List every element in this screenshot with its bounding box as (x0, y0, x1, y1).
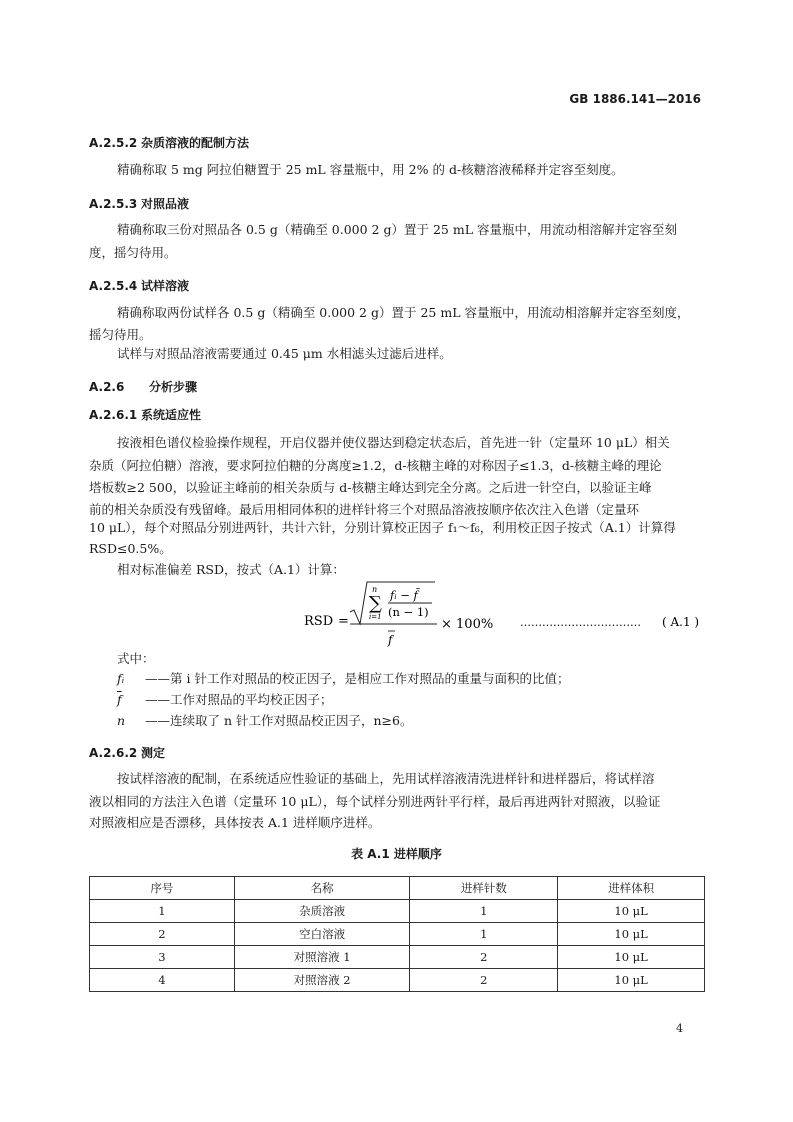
section-heading-a26 (89, 378, 197, 395)
paragraph-a262-line: 对照液相应是否漂移，具体按表 A.1 进样顺序进样。 (89, 815, 381, 830)
section-title: 试样溶液 (141, 279, 190, 293)
table-cell: 10 μL (558, 900, 705, 923)
paragraph-a262-line: 按试样溶液的配制，在系统适应性验证的基础上，先用试样溶液清洗进样针和进样器后，将试样溶 (117, 771, 655, 786)
formula-a1 (300, 578, 720, 658)
paragraph-a254-line1: 精确称取两份试样各 0.5 g（精确至 0.000 2 g）置于 25 mL 容量瓶中，用流动相溶解并定容至刻度， (117, 305, 690, 320)
section-number: A.2.6 (89, 380, 125, 394)
section-number: A.2.6.1 (89, 408, 138, 422)
section-heading-a261 (89, 406, 201, 423)
section-number: A.2.5.2 (89, 136, 138, 150)
table-header-row (90, 877, 705, 900)
legend-description: ——连续取了 n 针工作对照品校正因子，n≥6。 (145, 713, 413, 728)
table-cell: 1 (410, 900, 558, 923)
section-number: A.2.5.4 (89, 279, 138, 293)
table-row (90, 923, 705, 946)
legend-symbol: fᵢ (117, 671, 125, 686)
formula-lhs: RSD (304, 614, 334, 629)
column-header: 进样体积 (558, 877, 705, 900)
times-100: × 100% (441, 617, 494, 632)
sequence-table (89, 876, 705, 992)
table-row (90, 900, 705, 923)
mean-symbol: f (388, 633, 393, 647)
section-heading-a253 (89, 195, 189, 212)
paragraph-a261-line: RSD≤0.5%。 (89, 541, 172, 556)
sum-upper: n (372, 585, 378, 594)
legend-intro: 式中： (117, 651, 155, 666)
leader-dots: …………………………… (520, 616, 641, 629)
section-heading-a254 (89, 277, 189, 294)
sum-symbol: ∑ (369, 593, 382, 614)
sum-lower: i=1 (369, 613, 382, 621)
section-title: 分析步骤 (149, 380, 198, 394)
table-row (90, 969, 705, 992)
legend-item (117, 689, 333, 712)
rsd-intro: 相对标准偏差 RSD，按式（A.1）计算： (117, 562, 345, 577)
legend-description: ——第 i 针工作对照品的校正因子，是相应工作对照品的重量与面积的比值； (145, 671, 570, 686)
document-code: GB 1886.141—2016 (569, 92, 701, 106)
table-cell: 空白溶液 (234, 923, 410, 946)
page-number: 4 (676, 1022, 683, 1035)
paragraph-a253-line2: 度，摇匀待用。 (89, 245, 177, 260)
table-cell: 1 (90, 900, 235, 923)
paragraph-a262-line: 液以相同的方法注入色谱（定量环 10 μL），每个试样分别进两针平行样，最后再进两针对照液，以验证 (89, 794, 661, 809)
column-header: 序号 (90, 877, 235, 900)
equals-sign: = (338, 614, 349, 629)
table-cell: 1 (410, 923, 558, 946)
table-cell: 2 (90, 923, 235, 946)
section-title: 杂质溶液的配制方法 (141, 136, 250, 150)
table-cell: 4 (90, 969, 235, 992)
equation-label: ( A.1 ) (662, 615, 700, 629)
table-row (90, 946, 705, 969)
column-header: 进样针数 (410, 877, 558, 900)
paragraph-a252: 精确称取 5 mg 阿拉伯糖置于 25 mL 容量瓶中，用 2% 的 d-核糖溶液稀释并定容至刻度。 (117, 162, 624, 177)
section-title: 系统适应性 (141, 408, 202, 422)
section-heading-a252 (89, 134, 249, 151)
legend-item (117, 710, 412, 733)
section-number: A.2.5.3 (89, 197, 138, 211)
section-title: 对照品液 (141, 197, 190, 211)
table-cell: 3 (90, 946, 235, 969)
paragraph-a261-line: 10 μL），每个对照品分别进两针，共计六针，分别计算校正因子 f₁～f₆，利用校正因子按式（A.1）计算得 (89, 520, 676, 535)
paragraph-a254-line3: 试样与对照品溶液需要通过 0.45 μm 水相滤头过滤后进样。 (117, 346, 452, 361)
paragraph-a261-line: 按液相色谱仪检验操作规程，开启仪器并使仪器达到稳定状态后，首先进一针（定量环 10 μL）相关 (117, 435, 670, 450)
table-cell: 杂质溶液 (234, 900, 410, 923)
table-cell: 对照溶液 2 (234, 969, 410, 992)
table-cell: 10 μL (558, 969, 705, 992)
legend-description: ——工作对照品的平均校正因子； (145, 692, 333, 707)
table-cell: 2 (410, 969, 558, 992)
section-number: A.2.6.2 (89, 746, 138, 760)
paragraph-a261-line: 杂质（阿拉伯糖）溶液，要求阿拉伯糖的分离度≥1.2，d-核糖主峰的对称因子≤1.3，d-核糖主峰的理论 (89, 458, 662, 473)
section-title: 测定 (141, 746, 166, 760)
paragraph-a261-line: 前的相关杂质没有残留峰。最后用相同体积的进样针将三个对照品溶液按顺序依次注入色谱（定量环 (89, 502, 640, 517)
section-heading-a262 (89, 744, 165, 761)
column-header: 名称 (234, 877, 410, 900)
table-cell: 10 μL (558, 923, 705, 946)
formula-graphic (300, 578, 720, 658)
paragraph-a253-line1: 精确称取三份对照品各 0.5 g（精确至 0.000 2 g）置于 25 mL 容量瓶中，用流动相溶解并定容至刻 (117, 222, 677, 237)
legend-item (117, 668, 569, 691)
legend-symbol: $\overline{f}$ (117, 692, 122, 707)
numerator: fᵢ − f̄ (390, 588, 418, 602)
table-cell: 2 (410, 946, 558, 969)
paragraph-a261-line: 塔板数≥2 500，以验证主峰前的相关杂质与 d-核糖主峰达到完全分离。之后进一针空白，以验证主峰 (89, 480, 652, 495)
table-caption: 表 A.1 进样顺序 (351, 847, 442, 861)
legend-symbol: n (117, 713, 126, 728)
table-cell: 10 μL (558, 946, 705, 969)
paragraph-a254-line2: 摇匀待用。 (89, 327, 152, 342)
table-cell: 对照溶液 1 (234, 946, 410, 969)
denominator: (n − 1) (388, 605, 429, 619)
